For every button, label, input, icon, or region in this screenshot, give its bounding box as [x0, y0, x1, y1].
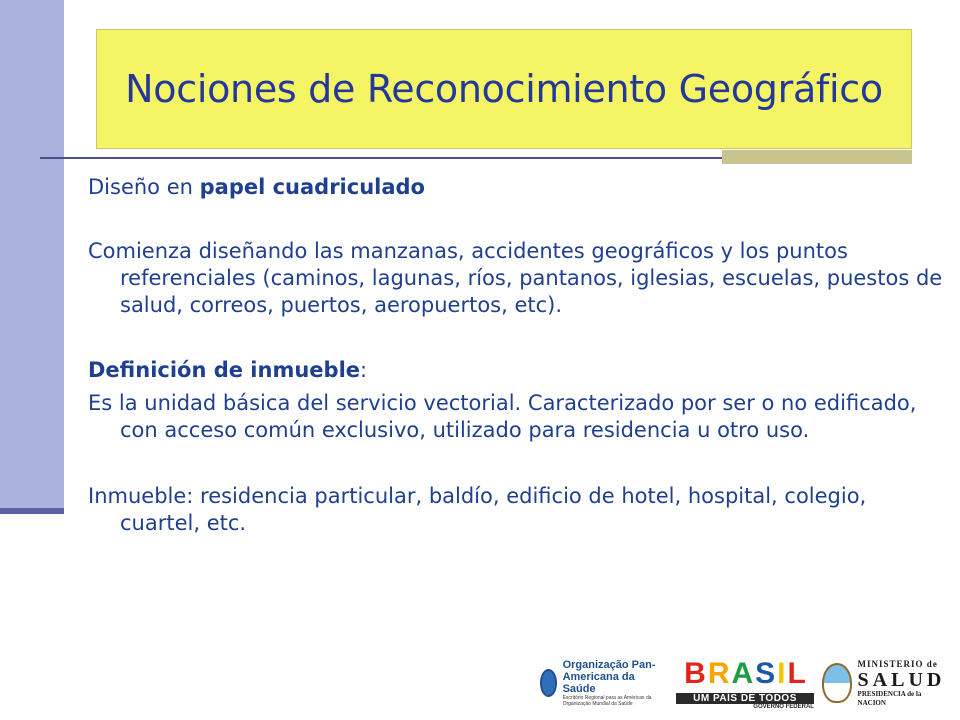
brasil-letter: I	[777, 657, 786, 690]
slide-title: Nociones de Reconocimiento Geográfico	[125, 67, 883, 111]
slide-body	[88, 170, 948, 537]
brasil-letter: A	[731, 657, 754, 690]
paragraph-text: Inmueble: residencia particular, baldío, edificio de hotel, hospital, colegio, cuartel, etc.	[88, 484, 867, 535]
brasil-letter: S	[755, 657, 776, 690]
paragraph-emphasis: Definición de inmueble	[88, 358, 361, 382]
coat-of-arms-icon	[822, 663, 852, 703]
paragraph-text: Es la unidad básica del servicio vectorial. Caracterizado por ser o no edificado, con acceso común exclusivo, utilizado para residencia u otro uso.	[88, 391, 917, 442]
globe-icon	[540, 669, 557, 697]
ops-name: Organização Pan-Americana da Saúde	[562, 659, 656, 695]
footer-logos	[540, 650, 950, 716]
ops-subtitle: Escritório Regional para as Américas da Organização Mundial da Saúde	[562, 695, 652, 707]
brasil-tagline: UM PAÍS DE TODOS	[676, 693, 814, 704]
paragraph-examples	[88, 483, 948, 537]
paragraph-text: Diseño en	[88, 175, 200, 199]
paragraph-definition	[88, 390, 948, 444]
brasil-logo	[676, 655, 814, 711]
paragraph-emphasis: papel cuadriculado	[199, 175, 425, 199]
paragraph-text: :	[360, 358, 368, 382]
presidency-label: PRESIDENCIA de la NACION	[857, 689, 922, 707]
paragraph-text: Comienza diseñando las manzanas, accidentes geográficos y los puntos referenciales (caminos, lagunas, ríos, pantanos, iglesias, escuelas, puestos de salud, correos, puertos, aeropuertos, etc).	[88, 239, 943, 317]
left-accent-bar-shadow	[0, 508, 64, 514]
ops-logo	[540, 652, 668, 714]
brasil-letter: B	[684, 657, 706, 690]
ministerio-salud-logo	[822, 652, 950, 714]
brasil-letter: R	[707, 657, 730, 690]
left-accent-bar	[0, 0, 64, 512]
salud-label: SALUD	[857, 668, 946, 691]
divider-accent	[722, 150, 912, 164]
title-box	[96, 29, 912, 149]
brasil-letter: L	[787, 657, 806, 690]
ministry-label: MINISTERIO de	[857, 658, 938, 669]
brasil-subtitle: GOVERNO FEDERAL	[753, 704, 814, 710]
paragraph-definition-heading	[88, 357, 948, 384]
paragraph-design	[88, 174, 948, 201]
paragraph-start	[88, 238, 948, 319]
